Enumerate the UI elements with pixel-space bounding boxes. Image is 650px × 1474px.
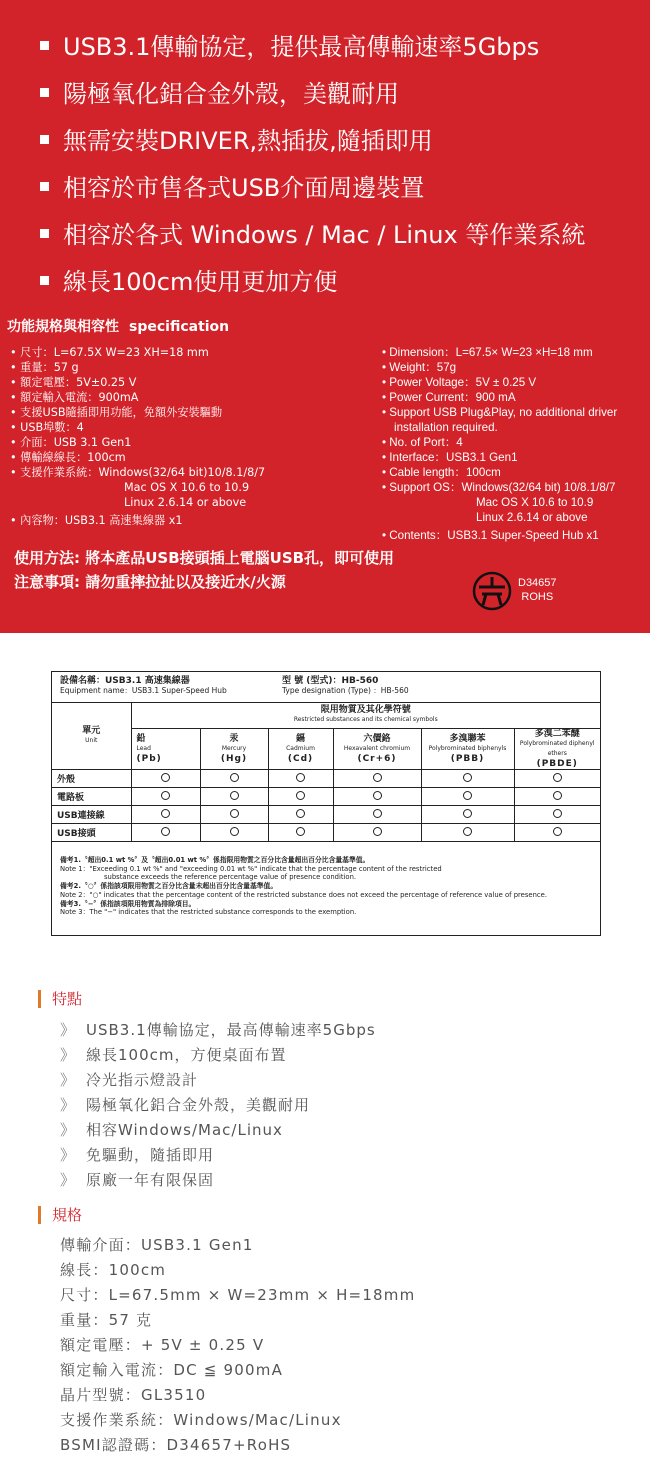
spec-line: • 重量：57 g [10,361,79,374]
list-item: 》 冷光指示燈設計 [60,1071,199,1089]
double-chevron-icon: 》 [60,1096,77,1114]
circle-mark-icon [373,809,382,818]
double-chevron-icon: 》 [60,1071,77,1089]
spec-line: • No. of Port：4 [382,436,463,449]
equipment-name: 設備名稱：USB3.1 高速集線器 Equipment name：USB3.1 Super-Speed Hub [60,676,227,695]
square-bullet-icon [40,41,49,50]
double-chevron-icon: 》 [60,1021,77,1039]
circle-mark-icon [161,791,170,800]
rohs-table-header [52,672,600,703]
list-item: 》 陽極氧化鋁合金外殼，美觀耐用 [60,1096,311,1114]
circle-mark-icon [161,773,170,782]
spec-line: Linux 2.6.14 or above [476,511,588,524]
spec-line: Linux 2.6.14 or above [124,496,247,509]
caution-line: 注意事項: 請勿重摔拉扯以及接近水/火源 [14,573,286,591]
banner-bullet: 相容於各式 Windows / Mac / Linux 等作業系統 [40,213,585,260]
spec-line: • 額定電壓：5V±0.25 V [10,376,137,389]
list-item: 支援作業系統：Windows/Mac/Linux [60,1411,342,1429]
list-item: 》 USB3.1傳輸協定，最高傳輸速率5Gbps [60,1021,376,1039]
list-item: 額定輸入電流：DC ≦ 900mA [60,1361,284,1379]
spec-line: • 傳輸線線長：100cm [10,451,126,464]
circle-mark-icon [296,773,305,782]
banner-bullet: 陽極氧化鋁合金外殼，美觀耐用 [40,72,585,119]
list-item: 》 線長100cm，方便桌面布置 [60,1046,287,1064]
circle-mark-icon [373,827,382,836]
circle-mark-icon [161,809,170,818]
list-item: 線長：100cm [60,1261,167,1279]
circle-mark-icon [463,827,472,836]
spec-line: • Dimension：L=67.5× W=23 ×H=18 mm [382,346,593,359]
spec-line: • 內容物：USB3.1 高速集線器 x1 [10,514,183,527]
rohs-table [51,671,601,936]
spec-list-zh [10,345,265,528]
features-list [60,1018,376,1193]
spec-line: • Support USB Plug&Play, no additional driver [382,406,618,419]
substance-header: 汞 Mercury (Hg) [200,729,268,770]
spec-line: • Interface：USB3.1 Gen1 [382,451,518,464]
square-bullet-icon [40,276,49,285]
list-item: 傳輸介面：USB3.1 Gen1 [60,1236,254,1254]
circle-mark-icon [553,773,562,782]
spec-title: 功能規格與相容性 specification [7,319,230,335]
spec-line: Mac OS X 10.6 to 10.9 [476,496,594,509]
circle-mark-icon [463,791,472,800]
double-chevron-icon: 》 [60,1121,77,1139]
circle-mark-icon [373,773,382,782]
features-heading: 特點 [38,990,82,1008]
double-chevron-icon: 》 [60,1146,77,1164]
square-bullet-icon [40,229,49,238]
banner-bullet: 線長100cm使用更加方便 [40,260,585,307]
double-chevron-icon: 》 [60,1046,77,1064]
spec-line: • 支援USB隨插即用功能，免額外安裝驅動 [10,406,223,419]
spec-line: Mac OS X 10.6 to 10.9 [124,481,250,494]
table-row: USB連接線 [52,806,600,824]
double-chevron-icon: 》 [60,1171,77,1189]
list-item: 額定電壓：+ 5V ± 0.25 V [60,1336,265,1354]
spec-line: • 介面：USB 3.1 Gen1 [10,436,132,449]
substance-table [52,702,600,842]
spec-line: • USB埠數：4 [10,421,84,434]
substance-header: 鉛 Lead (Pb) [131,729,200,770]
banner-bullet: 相容於市售各式USB介面周邊裝置 [40,166,585,213]
circle-mark-icon [463,809,472,818]
spec-line: • Cable length：100cm [382,466,501,479]
list-item: 重量：57 克 [60,1311,153,1329]
circle-mark-icon [230,791,239,800]
product-banner [0,0,650,633]
spec-line: • Power Voltage：5V ± 0.25 V [382,376,537,389]
usage-instructions [14,546,394,594]
specs-list [60,1233,415,1458]
square-bullet-icon [40,88,49,97]
circle-mark-icon [553,791,562,800]
unit-header: 單元 Unit [52,702,131,770]
banner-bullet: 無需安裝DRIVER,熱插拔,隨插即用 [40,119,585,166]
usage-line: 使用方法: 將本產品USB接頭插上電腦USB孔，即可使用 [14,549,395,567]
list-item: 》 原廠一年有限保固 [60,1171,215,1189]
spec-line: • Weight：57g [382,361,457,374]
list-item: 晶片型號：GL3510 [60,1386,207,1404]
restricted-header: 限用物質及其化學符號 Restricted substances and its chemical symbols [131,702,600,729]
square-bullet-icon [40,182,49,191]
spec-list-en [382,345,617,543]
table-row: USB接頭 [52,824,600,842]
type-designation: 型 號 (型式)：HB-560 Type designation (Type) ：HB-560 [282,676,409,695]
substance-header: 多溴聯苯 Polybrominated biphenyls (PBB) [421,729,514,770]
circle-mark-icon [296,791,305,800]
table-row: 電路板 [52,788,600,806]
spec-line: • 尺寸：L=67.5X W=23 XH=18 mm [10,346,209,359]
spec-line: • 額定輸入電流：900mA [10,391,139,404]
substance-header: 鎘 Cadmium (Cd) [268,729,333,770]
list-item: 》 相容Windows/Mac/Linux [60,1121,283,1139]
specs-heading: 規格 [38,1206,82,1224]
circle-mark-icon [296,827,305,836]
circle-mark-icon [463,773,472,782]
spec-line: • Support OS：Windows(32/64 bit) 10/8.1/8/7 [382,481,616,494]
substance-header: 六價鉻 Hexavalent chromium (Cr+6) [333,729,421,770]
circle-mark-icon [230,809,239,818]
spec-line: • Power Current：900 mA [382,391,516,404]
circle-mark-icon [553,809,562,818]
bsmi-mark-icon [472,571,512,611]
circle-mark-icon [230,773,239,782]
spec-line: installation required. [394,421,498,434]
banner-bullet: USB3.1傳輸協定，提供最高傳輸速率5Gbps [40,25,585,72]
circle-mark-icon [230,827,239,836]
bsmi-code: D34657 ROHS [518,577,557,603]
circle-mark-icon [553,827,562,836]
rohs-notes: 備考1.〝超出0.1 wt %〞及〝超出0.01 wt %〞係指限用物質之百分比含量超出百分比含量基準值。 Note 1："Exceeding 0.1 wt %" and "exceeding 0.01 wt %" indicate that the percentage content of the restricted substance exceeds the reference percentage value of presence condition. 備考2.〝○〞係指該項限用物質之百分比含量未超出百分比含量基準值。 Note 2："○" indicates that the percentage content of the restricted substance does not exceed the percentage of reference value of presence. 備考3.〝−〞係指該項限用物質為排除項目。 Note 3：The "−" indicates that the restricted substance corresponds to the exemption. [60,856,547,917]
list-item: BSMI認證碼：D34657+RoHS [60,1436,292,1454]
circle-mark-icon [161,827,170,836]
square-bullet-icon [40,135,49,144]
circle-mark-icon [373,791,382,800]
list-item: 》 免驅動，隨插即用 [60,1146,215,1164]
list-item: 尺寸：L=67.5mm × W=23mm × H=18mm [60,1286,416,1304]
feature-bullets [40,25,585,307]
circle-mark-icon [296,809,305,818]
spec-line: • Contents：USB3.1 Super-Speed Hub x1 [382,529,599,542]
substance-header: 多溴二苯醚 Polybrominated diphenyl ethers (PBDE) [514,729,600,770]
spec-line: • 支援作業系統：Windows(32/64 bit)10/8.1/8/7 [10,466,266,479]
table-row: 外殼 [52,770,600,788]
